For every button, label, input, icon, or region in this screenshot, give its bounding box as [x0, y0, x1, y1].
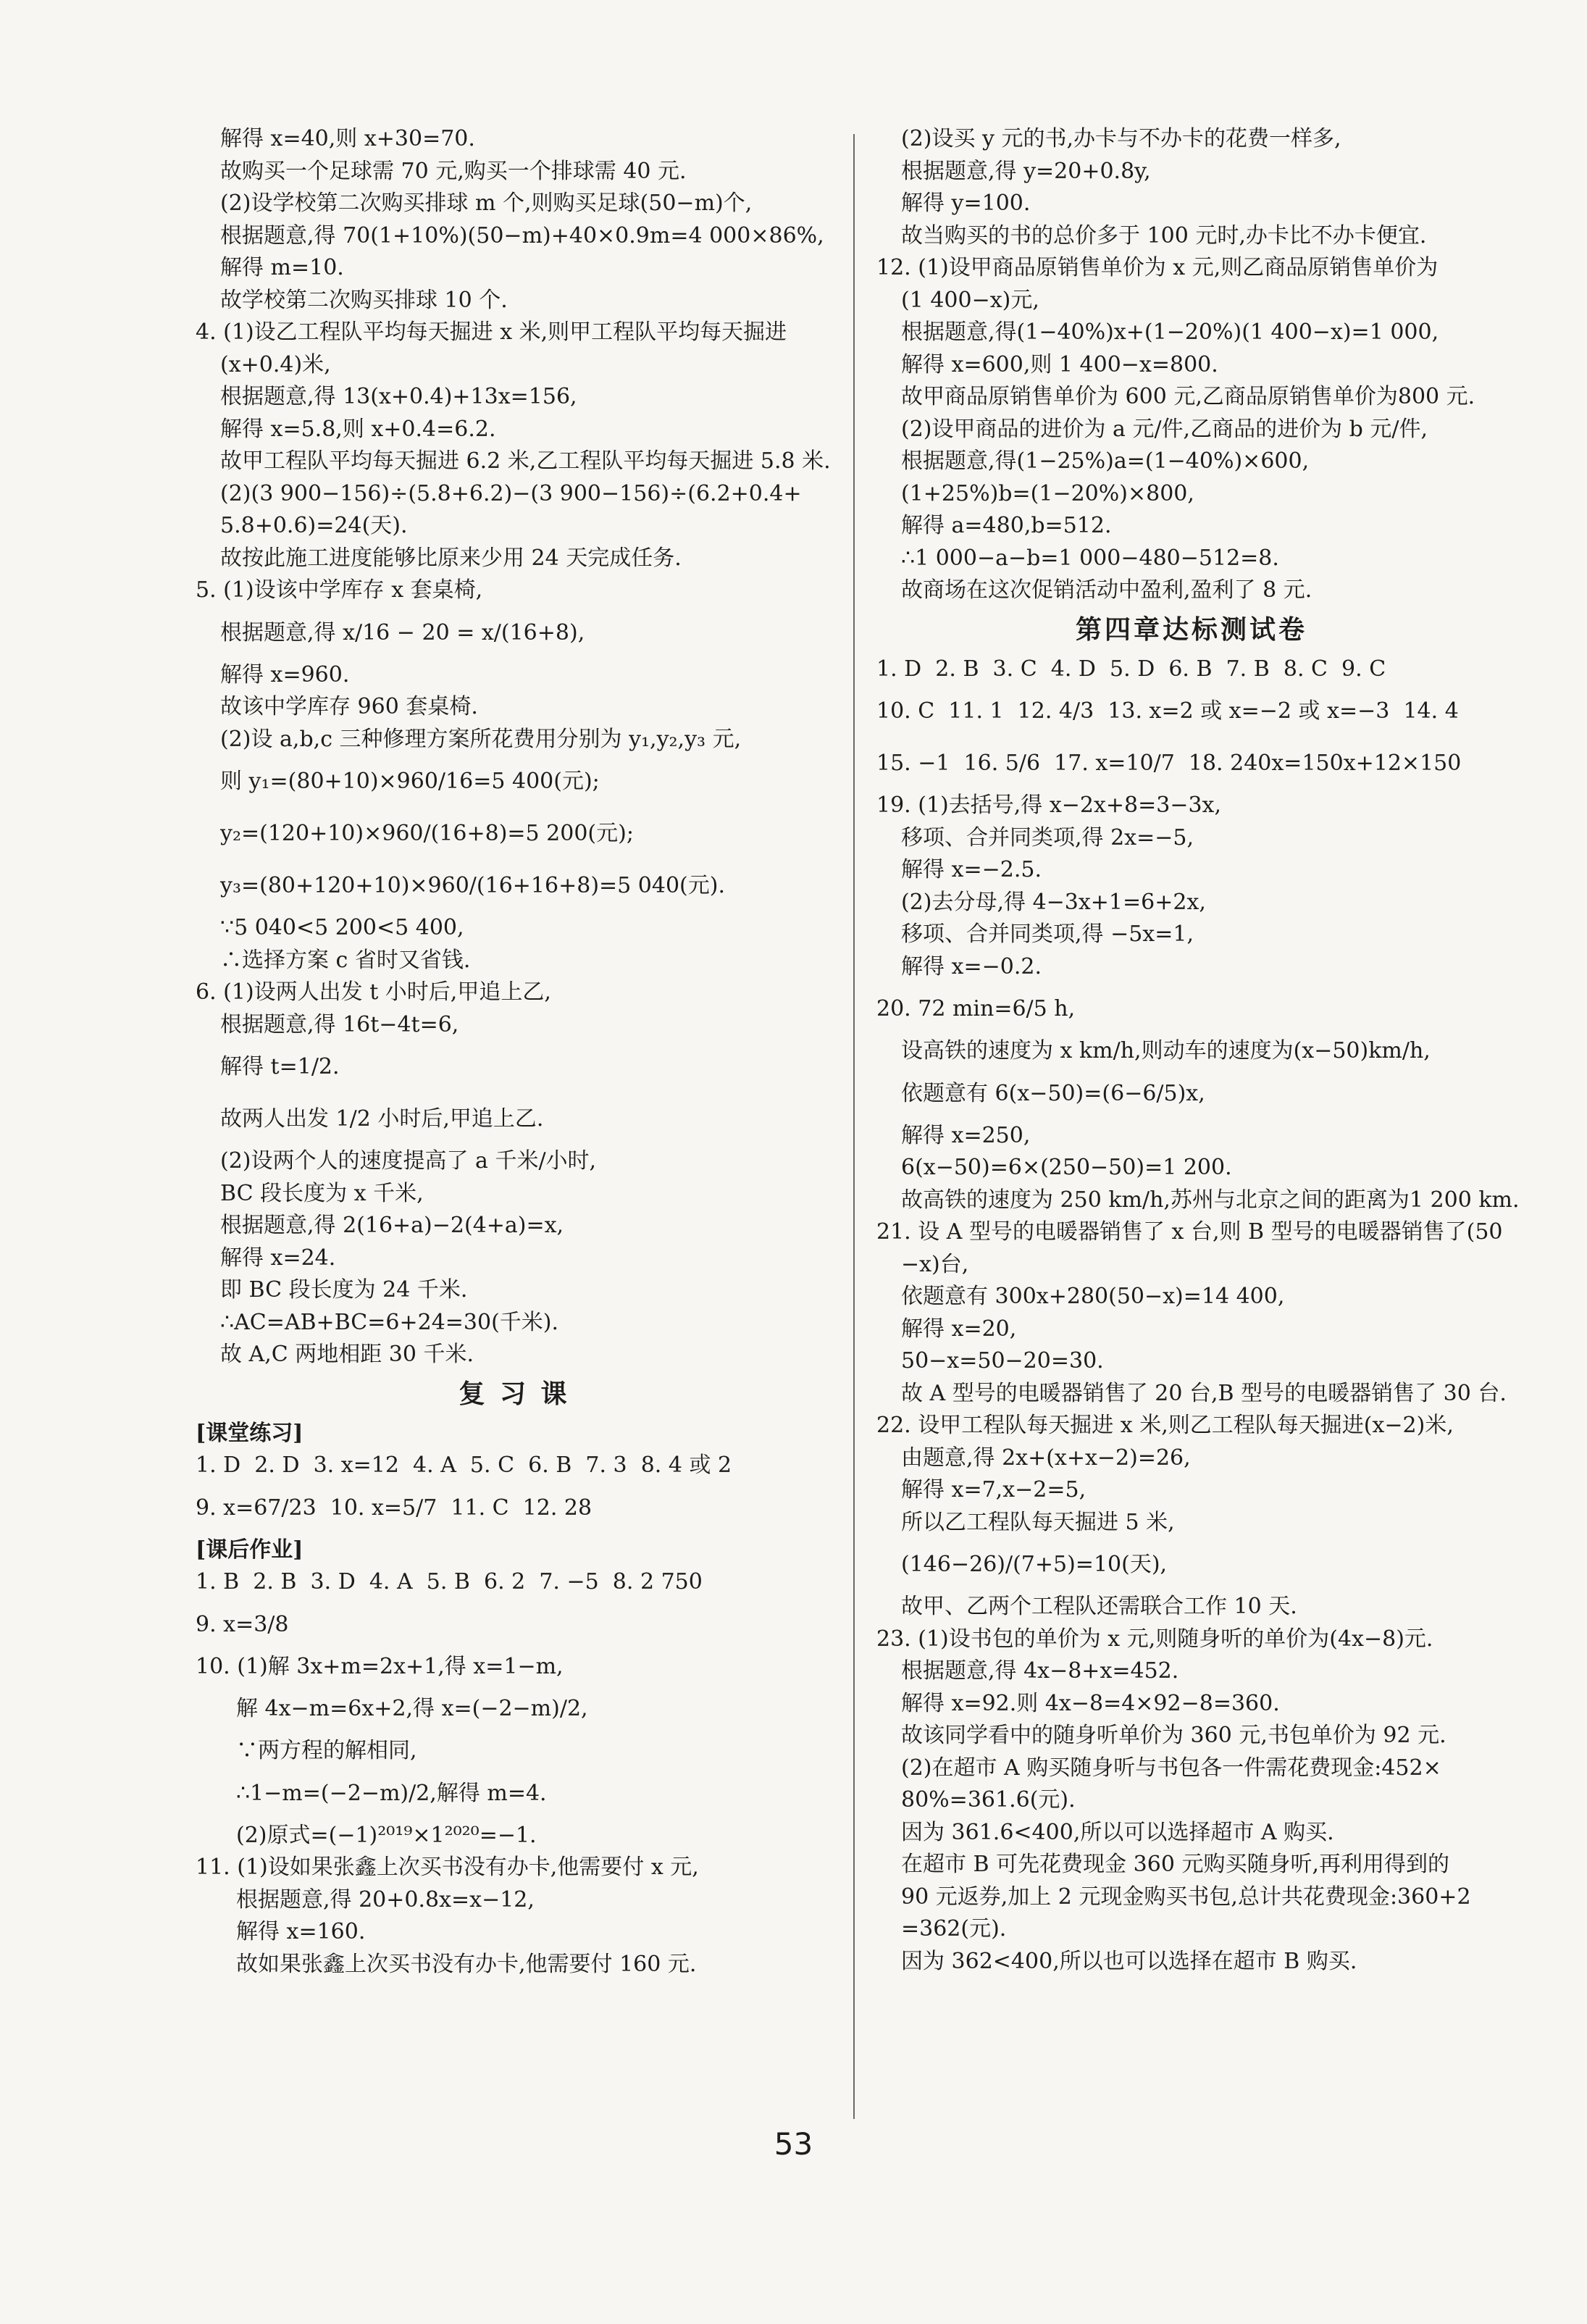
answer-line: 80%=361.6(元). [901, 1787, 1076, 1813]
column-divider [853, 134, 855, 2119]
answer-line: (x+0.4)米, [220, 351, 331, 377]
subsection-heading: [课堂练习] [196, 1420, 303, 1446]
section-heading: 复 习 课 [458, 1379, 570, 1409]
answer-line: 则 y₁=(80+10)×960/16=5 400(元); [220, 769, 600, 794]
answer-line: 设高铁的速度为 x km/h,则动车的速度为(x−50)km/h, [901, 1038, 1431, 1063]
answer-line: 故按此施工进度能够比原来少用 24 天完成任务. [220, 545, 682, 571]
answer-line: 故商场在这次促销活动中盈利,盈利了 8 元. [901, 577, 1312, 603]
answer-line: 故如果张鑫上次买书没有办卡,他需要付 160 元. [236, 1951, 697, 1977]
answer-line: 所以乙工程队每天掘进 5 米, [901, 1509, 1175, 1535]
answer-line: 20. 72 min=6/5 h, [876, 996, 1076, 1021]
answer-line: 解得 x=7,x−2=5, [901, 1477, 1086, 1502]
answer-line: 解得 t=1/2. [220, 1054, 340, 1079]
answer-line: BC 段长度为 x 千米, [220, 1180, 424, 1206]
answer-line: 5.8+0.6)=24(天). [220, 513, 408, 538]
answer-line: 根据题意,得 x/16 − 20 = x/(16+8), [220, 619, 585, 645]
answer-line: 解得 x=5.8,则 x+0.4=6.2. [220, 416, 496, 442]
answer-line: 由题意,得 2x+(x+x−2)=26, [901, 1445, 1191, 1471]
answer-line: 故高铁的速度为 250 km/h,苏州与北京之间的距离为1 200 km. [901, 1187, 1520, 1213]
answer-line: 故学校第二次购买排球 10 个. [220, 287, 508, 313]
answer-line: 根据题意,得 16t−4t=6, [220, 1011, 459, 1037]
answer-line: ∵5 040<5 200<5 400, [220, 915, 464, 940]
answer-line: y₂=(120+10)×960/(16+8)=5 200(元); [220, 821, 634, 846]
answer-line: 故当购买的书的总价多于 100 元时,办卡比不办卡便宜. [901, 222, 1427, 248]
answer-line: 解得 x=92.则 4x−8=4×92−8=360. [901, 1690, 1280, 1716]
answer-line: 9. x=3/8 [196, 1611, 289, 1637]
answer-line: (2)(3 900−156)÷(5.8+6.2)−(3 900−156)÷(6.2+0.4+ [220, 480, 802, 506]
answer-line: ∵两方程的解相同, [236, 1738, 417, 1763]
answer-line: ∴1 000−a−b=1 000−480−512=8. [901, 545, 1279, 571]
answer-line: 解得 x=40,则 x+30=70. [220, 126, 475, 151]
answer-line: 根据题意,得 13(x+0.4)+13x=156, [220, 384, 577, 409]
answer-line: 11. (1)设如果张鑫上次买书没有办卡,他需要付 x 元, [196, 1855, 699, 1880]
answer-line: 因为 362<400,所以也可以选择在超市 B 购买. [901, 1948, 1357, 1974]
answer-line: 故购买一个足球需 70 元,购买一个排球需 40 元. [220, 158, 687, 184]
answer-line: (2)设两个人的速度提高了 a 千米/小时, [220, 1148, 597, 1174]
answer-line: 解得 x=160. [236, 1919, 366, 1944]
answer-line: 根据题意,得(1−40%)x+(1−20%)(1 400−x)=1 000, [901, 319, 1439, 345]
answer-line: 依题意有 6(x−50)=(6−6/5)x, [901, 1080, 1205, 1106]
answer-line: =362(元). [901, 1916, 1007, 1941]
subsection-heading: [课后作业] [196, 1537, 303, 1563]
answer-line: (146−26)/(7+5)=10(天), [901, 1552, 1168, 1577]
answer-line: 移项、合并同类项,得 2x=−5, [901, 824, 1194, 850]
answer-line: 故甲工程队平均每天掘进 6.2 米,乙工程队平均每天掘进 5.8 米. [220, 448, 831, 474]
answer-line: (2)设买 y 元的书,办卡与不办卡的花费一样多, [901, 126, 1341, 151]
answer-line: 90 元返券,加上 2 元现金购买书包,总计共花费现金:360+2 [901, 1884, 1471, 1910]
answer-line: 21. 设 A 型号的电暖器销售了 x 台,则 B 型号的电暖器销售了(50 [876, 1219, 1503, 1245]
answer-line: (1 400−x)元, [901, 287, 1039, 313]
answer-line: −x)台, [901, 1251, 969, 1277]
answer-line: 解得 x=24. [220, 1245, 336, 1271]
answer-line: 10. (1)解 3x+m=2x+1,得 x=1−m, [196, 1653, 564, 1679]
answer-line: 5. (1)设该中学库存 x 套桌椅, [196, 577, 483, 603]
answer-line: ∴1−m=(−2−m)/2,解得 m=4. [236, 1780, 547, 1806]
answer-line: 22. 设甲工程队每天掘进 x 米,则乙工程队每天掘进(x−2)米, [876, 1413, 1454, 1438]
section-heading: 第四章达标测试卷 [1075, 614, 1307, 645]
answer-line: ∴选择方案 c 省时又省钱. [220, 947, 471, 973]
answer-line: 根据题意,得 70(1+10%)(50−m)+40×0.9m=4 000×86%, [220, 222, 824, 248]
answer-line: 解得 m=10. [220, 255, 344, 280]
answer-line: 解得 x=−2.5. [901, 857, 1042, 882]
answer-line: 9. x=67/23 10. x=5/7 11. C 12. 28 [196, 1495, 592, 1521]
answer-line: 解得 x=600,则 1 400−x=800. [901, 351, 1218, 377]
right-column [876, 123, 1520, 1978]
answer-line: 解 4x−m=6x+2,得 x=(−2−m)/2, [236, 1696, 588, 1721]
answer-line: (2)设学校第二次购买排球 m 个,则购买足球(50−m)个, [220, 191, 753, 216]
answer-line: 解得 x=−0.2. [901, 953, 1042, 979]
answer-line: 解得 y=100. [901, 191, 1031, 216]
answer-line: 依题意有 300x+280(50−x)=14 400, [901, 1284, 1285, 1309]
answer-line: 1. D 2. D 3. x=12 4. A 5. C 6. B 7. 3 8. 4 或 2 [196, 1452, 732, 1478]
answer-line: 50−x=50−20=30. [901, 1348, 1104, 1374]
answer-line: (1+25%)b=(1−20%)×800, [901, 480, 1194, 506]
answer-line: 1. D 2. B 3. C 4. D 5. D 6. B 7. B 8. C 9. C [876, 656, 1386, 682]
answer-line: 即 BC 段长度为 24 千米. [220, 1277, 468, 1303]
answer-line: 故甲、乙两个工程队还需联合工作 10 天. [901, 1594, 1297, 1619]
answer-line: (2)在超市 A 购买随身听与书包各一件需花费现金:452× [901, 1755, 1441, 1781]
answer-line: 解得 x=20, [901, 1316, 1017, 1342]
answer-line: 根据题意,得 4x−8+x=452. [901, 1658, 1179, 1684]
answer-line: ∴AC=AB+BC=6+24=30(千米). [220, 1309, 559, 1335]
answer-line: 根据题意,得(1−25%)a=(1−40%)×600, [901, 448, 1310, 474]
left-column [196, 123, 833, 1981]
answer-line: 故 A,C 两地相距 30 千米. [220, 1342, 474, 1367]
answer-line: 19. (1)去括号,得 x−2x+8=3−3x, [876, 793, 1222, 818]
answer-line: 移项、合并同类项,得 −5x=1, [901, 921, 1194, 947]
answer-line: 解得 a=480,b=512. [901, 513, 1112, 538]
answer-line: 12. (1)设甲商品原销售单价为 x 元,则乙商品原销售单价为 [876, 255, 1439, 280]
answer-line: (2)去分母,得 4−3x+1=6+2x, [901, 889, 1206, 915]
answer-line: 故甲商品原销售单价为 600 元,乙商品原销售单价为800 元. [901, 384, 1475, 409]
answer-line: 解得 x=960. [220, 661, 350, 687]
answer-line: (2)原式=(−1)²⁰¹⁹×1²⁰²⁰=−1. [236, 1822, 537, 1848]
answer-line: 因为 361.6<400,所以可以选择超市 A 购买. [901, 1819, 1334, 1845]
answer-line: 4. (1)设乙工程队平均每天掘进 x 米,则甲工程队平均每天掘进 [196, 319, 787, 345]
answer-line: 故该同学看中的随身听单价为 360 元,书包单价为 92 元. [901, 1723, 1446, 1748]
answer-line: 6(x−50)=6×(250−50)=1 200. [901, 1155, 1232, 1180]
answer-line: 6. (1)设两人出发 t 小时后,甲追上乙, [196, 979, 551, 1005]
answer-line: (2)设甲商品的进价为 a 元/件,乙商品的进价为 b 元/件, [901, 416, 1428, 442]
answer-line: 15. −1 16. 5/6 17. x=10/7 18. 240x=150x+12×150 [876, 751, 1462, 776]
answer-line: y₃=(80+120+10)×960/(16+16+8)=5 040(元). [220, 873, 725, 898]
answer-line: 解得 x=250, [901, 1122, 1031, 1148]
answer-line: 故两人出发 1/2 小时后,甲追上乙. [220, 1106, 544, 1132]
page-number: 53 [774, 2126, 813, 2162]
answer-line: (2)设 a,b,c 三种修理方案所花费用分别为 y₁,y₂,y₃ 元, [220, 726, 742, 752]
answer-line: 故 A 型号的电暖器销售了 20 台,B 型号的电暖器销售了 30 台. [901, 1380, 1507, 1406]
answer-line: 根据题意,得 y=20+0.8y, [901, 158, 1151, 184]
answer-line: 10. C 11. 1 12. 4/3 13. x=2 或 x=−2 或 x=−3 14. 4 [876, 698, 1459, 724]
answer-line: 根据题意,得 20+0.8x=x−12, [236, 1886, 535, 1913]
answer-line: 根据题意,得 2(16+a)−2(4+a)=x, [220, 1213, 564, 1238]
answer-line: 1. B 2. B 3. D 4. A 5. B 6. 2 7. −5 8. 2 750 [196, 1569, 703, 1594]
answer-line: 在超市 B 可先花费现金 360 元购买随身听,再利用得到的 [901, 1852, 1449, 1877]
answer-line: 23. (1)设书包的单价为 x 元,则随身听的单价为(4x−8)元. [876, 1626, 1433, 1652]
answer-line: 故该中学库存 960 套桌椅. [220, 694, 478, 719]
